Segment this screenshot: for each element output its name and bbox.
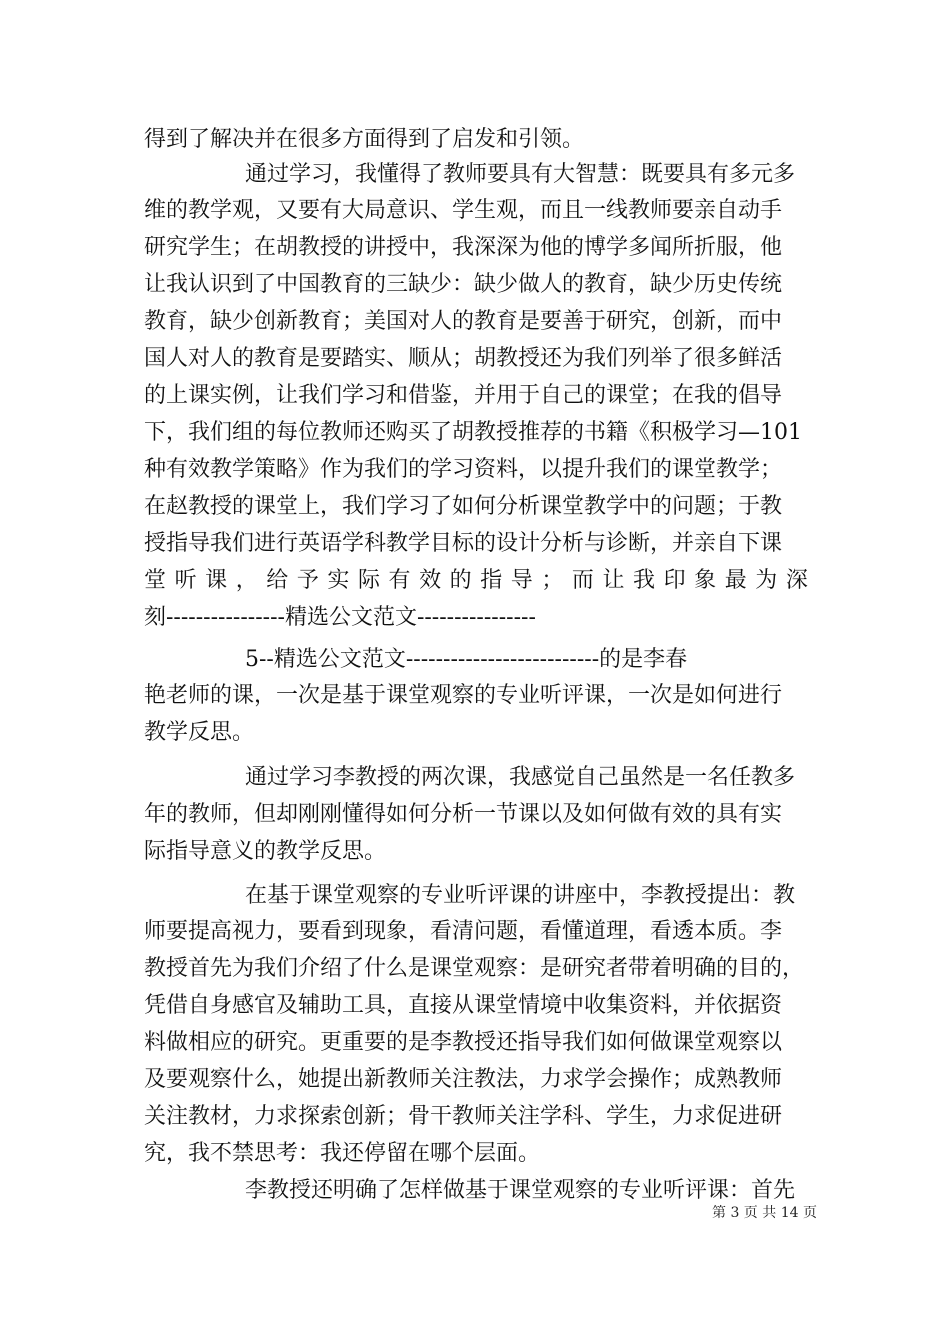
spread-char: 象 xyxy=(694,568,717,593)
text-line-11: 在赵教授的课堂上，我们学习了如何分析课堂教学中的问题；于教 xyxy=(144,494,783,519)
spread-char: 深 xyxy=(785,568,808,593)
spread-char: 实 xyxy=(327,568,350,593)
spread-char: 听 xyxy=(174,568,197,593)
spread-char: ； xyxy=(541,568,564,593)
text-line-17: 教学反思。 xyxy=(144,720,255,745)
text-line-14: 刻----------------精选公文范文---------------- xyxy=(144,605,536,630)
text-line-26: 及要观察什么，她提出新教师关注教法，力求学会操作；成熟教师 xyxy=(144,1067,783,1092)
text-line-25: 料做相应的研究。更重要的是李教授还指导我们如何做课堂观察以 xyxy=(144,1030,783,1055)
spread-char: ， xyxy=(235,568,258,593)
spread-char: 堂 xyxy=(144,568,167,593)
text-line-2: 通过学习，我懂得了教师要具有大智慧：既要具有多元多 xyxy=(245,162,796,187)
spread-char: 予 xyxy=(296,568,319,593)
text-line-4: 研究学生；在胡教授的讲授中，我深深为他的博学多闻所折服，他 xyxy=(144,235,783,260)
text-line-9: 下，我们组的每位教师还购买了胡教授推荐的书籍《积极学习—101 xyxy=(144,420,802,445)
text-line-13 xyxy=(144,566,808,596)
spread-char: 的 xyxy=(449,568,472,593)
spread-char: 课 xyxy=(205,568,228,593)
text-line-8: 的上课实例，让我们学习和借鉴，并用于自己的课堂；在我的倡导 xyxy=(144,383,783,408)
text-line-12: 授指导我们进行英语学科教学目标的设计分析与诊断，并亲自下课 xyxy=(144,531,783,556)
text-line-27: 关注教材，力求探索创新；骨干教师关注学科、学生，力求促进研 xyxy=(144,1104,783,1129)
text-line-28: 究，我不禁思考：我还停留在哪个层面。 xyxy=(144,1141,541,1166)
spread-char: 给 xyxy=(266,568,289,593)
text-line-6: 教育，缺少创新教育；美国对人的教育是要善于研究，创新，而中 xyxy=(144,309,783,334)
text-line-10: 种有效教学策略》作为我们的学习资料，以提升我们的课堂教学； xyxy=(144,457,783,482)
page-number-footer: 第 3 页 共 14 页 xyxy=(712,1205,817,1221)
spread-char: 为 xyxy=(755,568,778,593)
spread-char: 我 xyxy=(633,568,656,593)
spread-char: 让 xyxy=(602,568,625,593)
text-line-19: 年的教师，但却刚刚懂得如何分析一节课以及如何做有效的具有实 xyxy=(144,802,783,827)
text-line-20: 际指导意义的教学反思。 xyxy=(144,839,387,864)
spread-char: 印 xyxy=(663,568,686,593)
spread-char: 有 xyxy=(388,568,411,593)
text-line-23: 教授首先为我们介绍了什么是课堂观察：是研究者带着明确的目的， xyxy=(144,956,805,981)
spread-char: 际 xyxy=(357,568,380,593)
text-line-18: 通过学习李教授的两次课，我感觉自己虽然是一名任教多 xyxy=(245,765,796,790)
text-line-3: 维的教学观，又要有大局意识、学生观，而且一线教师要亲自动手 xyxy=(144,198,783,223)
text-line-5: 让我认识到了中国教育的三缺少：缺少做人的教育，缺少历史传统 xyxy=(144,272,783,297)
text-line-16: 艳老师的课，一次是基于课堂观察的专业听评课，一次是如何进行 xyxy=(144,683,783,708)
spread-char: 效 xyxy=(419,568,442,593)
spread-char: 而 xyxy=(571,568,594,593)
spread-char: 指 xyxy=(480,568,503,593)
text-line-29: 李教授还明确了怎样做基于课堂观察的专业听评课：首先 xyxy=(245,1178,796,1203)
text-line-7: 国人对人的教育是要踏实、顺从；胡教授还为我们列举了很多鲜活 xyxy=(144,346,783,371)
text-line-24: 凭借自身感官及辅助工具，直接从课堂情境中收集资料，并依据资 xyxy=(144,993,783,1018)
text-line-1: 得到了解决并在很多方面得到了启发和引领。 xyxy=(144,127,585,152)
text-line-15: 5--精选公文范文--------------------------的是李春 xyxy=(245,647,688,672)
spread-char: 导 xyxy=(510,568,533,593)
text-line-22: 师要提高视力，要看到现象，看清问题，看懂道理，看透本质。李 xyxy=(144,919,783,944)
spread-char: 最 xyxy=(724,568,747,593)
text-line-21: 在基于课堂观察的专业听评课的讲座中，李教授提出：教 xyxy=(245,883,796,908)
